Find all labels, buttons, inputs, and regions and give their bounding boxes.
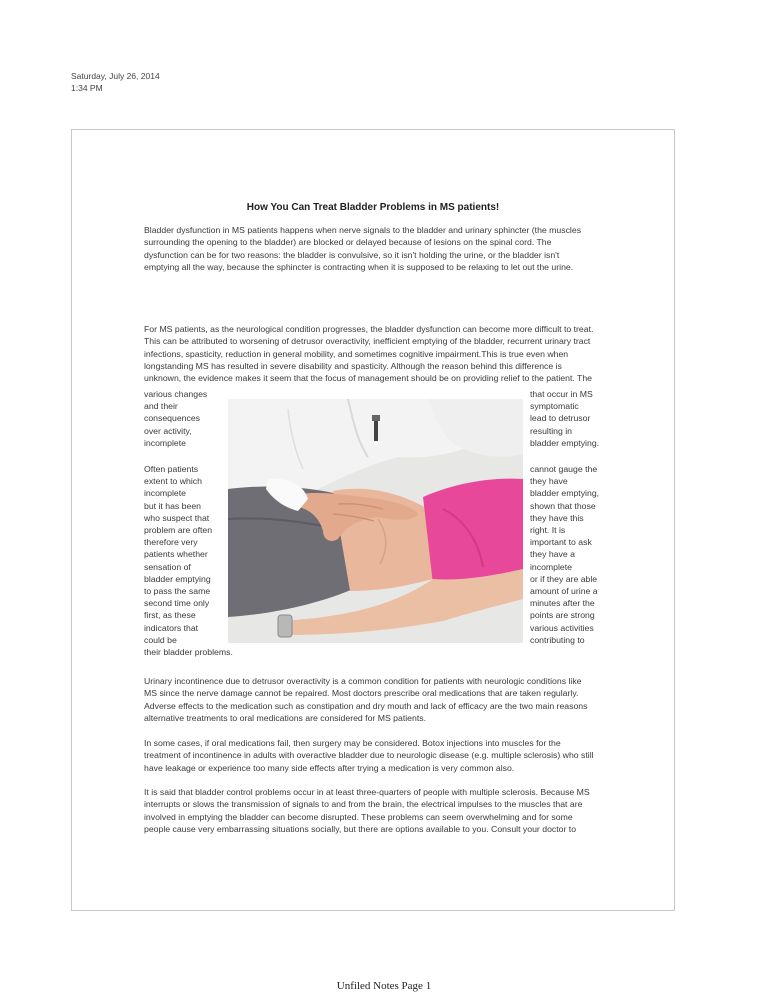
text-line: minutes after the	[530, 598, 595, 609]
text-line: problem are often	[144, 525, 213, 536]
article-paragraph-3	[144, 675, 604, 724]
text-line: surrounding the opening to the bladder) are blocked or delayed because of lesions on the spinal cord. The	[144, 237, 552, 248]
page-footer: Unfiled Notes Page 1	[336, 980, 432, 992]
text-line: interrupts or slows the transmission of signals to and from the brain, the electrical impulses to the muscles that are	[144, 799, 583, 810]
text-line: incomplete	[530, 561, 573, 572]
text-line: bladder emptying,	[530, 488, 600, 499]
text-line: Urinary incontinence due to detrusor overactivity is a common condition for patients with neurologic conditions like	[144, 676, 582, 686]
text-line: shown that those	[530, 500, 596, 511]
text-line: lead to detrusor	[530, 413, 591, 424]
text-line: have leakage or experience too many side effects after trying a medication is very common also.	[144, 762, 515, 773]
text-line: sensation of	[144, 561, 191, 572]
text-line: first, as these	[144, 610, 196, 621]
text-line: they have a	[530, 549, 575, 560]
text-line: they have	[530, 476, 568, 487]
text-line: but it has been	[144, 500, 201, 511]
note-time: 1:34 PM	[71, 83, 103, 93]
text-line: right. It is	[530, 525, 566, 536]
article-paragraph-2	[144, 323, 604, 384]
text-line: that occur in MS	[530, 389, 593, 399]
text-line: important to ask	[530, 537, 592, 548]
article-paragraph-4	[144, 737, 604, 774]
text-line: consequences	[144, 413, 201, 424]
text-line: It is said that bladder control problems occur in at least three-quarters of people with multiple sclerosis. Because MS	[144, 787, 590, 797]
wrapped-text-right-2	[530, 463, 599, 646]
text-line: could be	[144, 634, 177, 645]
text-line: or if they are able	[530, 573, 598, 584]
text-line: Bladder dysfunction in MS patients happens when nerve signals to the bladder and urinary sphincter (the muscles	[144, 225, 582, 235]
text-line: cannot gauge the	[530, 464, 598, 474]
text-line: unknown, the evidence makes it seem that the focus of management should be on providing relief to the patient. The	[144, 373, 593, 384]
article-paragraph-1	[144, 224, 604, 273]
text-line: longstanding MS has resulted in severe disability and spasticity. Although the reason behind this difference is	[144, 360, 562, 371]
text-line: treatment of incontinence in adults with overactive bladder due to neurologic disease (e.g. multiple sclerosis) who still	[144, 750, 594, 761]
article-paragraph-5	[144, 786, 604, 835]
text-line: dysfunction can be for two reasons: the bladder is convulsive, so it isn't holding the urine, or the bladder isn't	[144, 249, 560, 260]
text-line: to pass the same	[144, 586, 211, 597]
text-line: various activities	[530, 622, 594, 633]
text-line: emptying all the way, because the sphincter is contracting when it is supposed to be relaxing to let out the urine.	[144, 261, 574, 272]
text-line: various changes	[144, 389, 208, 399]
text-line: resulting in	[530, 425, 573, 436]
text-line: who suspect that	[144, 512, 210, 523]
text-line: bladder emptying	[144, 573, 211, 584]
text-line: alternative treatments to oral medications are considered for MS patients.	[144, 712, 427, 723]
text-line: therefore very	[144, 537, 198, 548]
text-line: incomplete	[144, 488, 187, 499]
text-line: they have this	[530, 512, 584, 523]
text-line: Often patients	[144, 464, 199, 474]
text-line: contributing to	[530, 634, 585, 645]
text-line: indicators that	[144, 622, 199, 633]
embedded-article-image	[71, 129, 675, 911]
wrapped-text-right-1	[530, 388, 599, 449]
text-line: incomplete	[144, 437, 187, 448]
text-line: second time only	[144, 598, 210, 609]
wrapped-text-left-2	[144, 463, 233, 658]
text-line: This can be attributed to worsening of detrusor overactivity, inefficient emptying of the bladder, recurrent urinary tract	[144, 336, 591, 347]
text-line: Adverse effects to the medication such as constipation and dry mouth and lack of efficacy are the two main reasons	[144, 700, 588, 711]
text-line: people cause very embarrassing situations socially, but there are options available to you. Consult your doctor to	[144, 823, 577, 834]
text-line: amount of urine a	[530, 586, 598, 597]
text-line: symptomatic	[530, 401, 579, 412]
text-line: For MS patients, as the neurological condition progresses, the bladder dysfunction can become more difficult to treat.	[144, 324, 594, 334]
text-line: bladder emptying.	[530, 437, 600, 448]
text-line: over activity,	[144, 425, 192, 436]
text-line: their bladder problems.	[144, 647, 233, 658]
text-line: patients whether	[144, 549, 208, 560]
text-line: points are strong	[530, 610, 595, 621]
article-title: How You Can Treat Bladder Problems in MS patients!	[246, 202, 500, 213]
note-date: Saturday, July 26, 2014	[71, 71, 160, 81]
text-line: infections, spasticity, reduction in general mobility, and sometimes cognitive impairment.This is true even when	[144, 348, 569, 359]
doctor-examining-patient-photo	[228, 399, 523, 643]
text-line: extent to which	[144, 476, 202, 487]
text-line: and their	[144, 401, 178, 412]
text-line: MS since the nerve damage cannot be repaired. Most doctors prescribe oral medications that are taken regularly.	[144, 688, 579, 699]
text-line: In some cases, if oral medications fail, then surgery may be considered. Botox injections into muscles for the	[144, 738, 561, 748]
wrapped-text-left-1	[144, 388, 207, 449]
text-line: involved in emptying the bladder can become disrupted. These problems can seem overwhelming and for some	[144, 811, 573, 822]
